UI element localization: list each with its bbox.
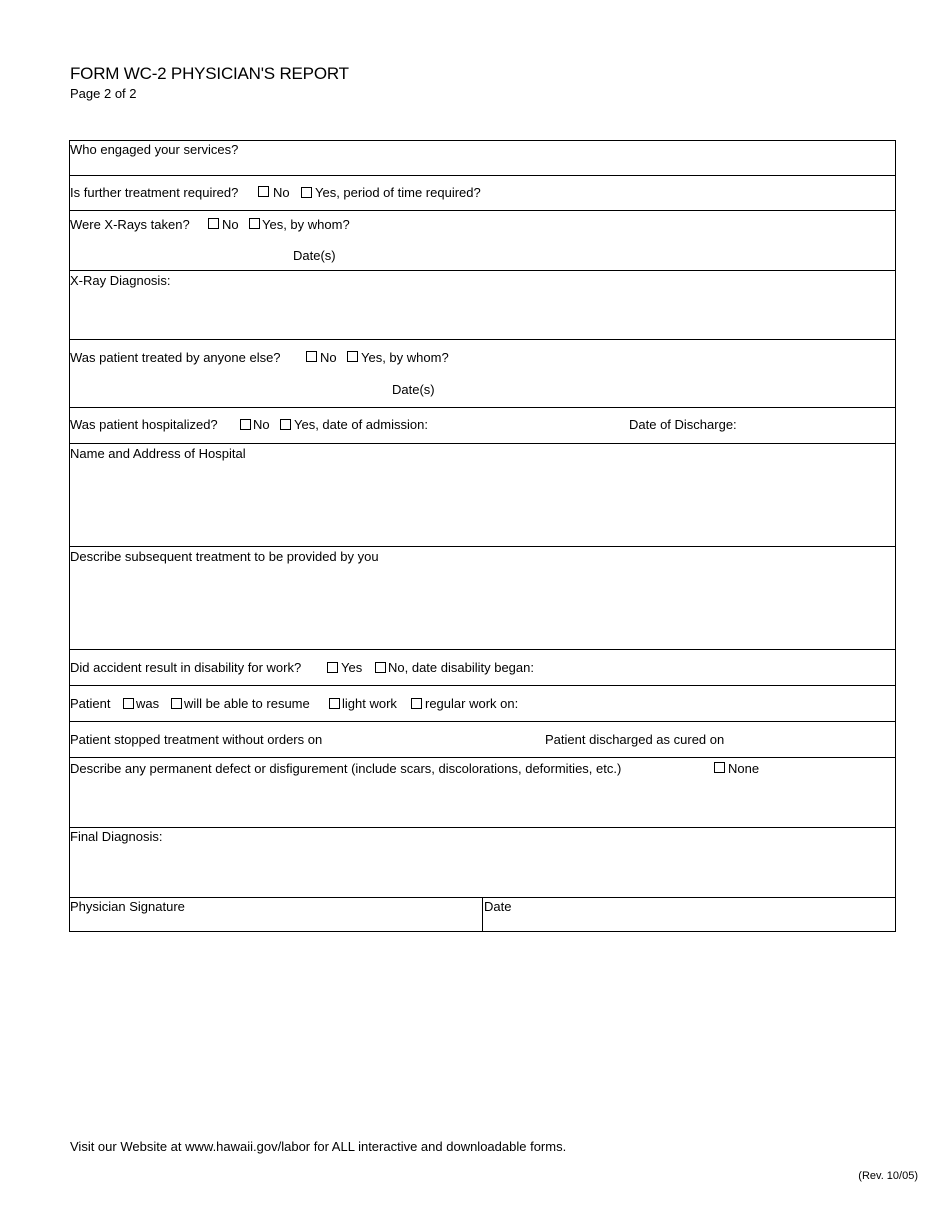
disability-yes-label: Yes <box>341 660 363 675</box>
treated-else-no-label: No <box>320 350 337 365</box>
hospitalized-yes-checkbox[interactable] <box>280 419 291 430</box>
further-treatment-yes-checkbox[interactable] <box>301 187 312 198</box>
resume-label: Patient <box>70 696 111 711</box>
xray-diagnosis-label: X-Ray Diagnosis: <box>70 273 171 288</box>
discharge-date-label: Date of Discharge: <box>629 417 737 432</box>
treated-else-yes-checkbox[interactable] <box>347 351 358 362</box>
xrays-yes-label: Yes, by whom? <box>262 217 350 232</box>
subsequent-treatment-label: Describe subsequent treatment to be provided by you <box>70 549 379 564</box>
xrays-no-label: No <box>222 217 239 232</box>
further-treatment-no-checkbox[interactable] <box>258 186 269 197</box>
light-work-checkbox[interactable] <box>329 698 340 709</box>
xray-diagnosis-row[interactable] <box>70 271 895 340</box>
discharged-cured-label: Patient discharged as cured on <box>545 732 725 747</box>
subsequent-treatment-row[interactable] <box>70 547 895 650</box>
hospitalized-yes-label: Yes, date of admission: <box>294 417 428 432</box>
further-treatment-label: Is further treatment required? <box>70 185 239 200</box>
website-note: Visit our Website at www.hawaii.gov/labor for ALL interactive and downloadable forms. <box>70 1139 567 1154</box>
disability-no-label: No, date disability began: <box>388 660 534 675</box>
signature-row <box>70 898 895 932</box>
xrays-dates-label: Date(s) <box>293 248 336 263</box>
hospitalized-no-label: No <box>253 417 270 432</box>
defect-none-label: None <box>728 761 760 776</box>
treated-else-dates-label: Date(s) <box>392 382 435 397</box>
final-diagnosis-label: Final Diagnosis: <box>70 829 163 844</box>
stopped-treatment-row[interactable] <box>70 722 895 758</box>
xrays-label: Were X-Rays taken? <box>70 217 190 232</box>
engaged-row[interactable] <box>70 141 895 176</box>
final-diagnosis-row[interactable] <box>70 828 895 898</box>
form-title: FORM WC-2 PHYSICIAN'S REPORT <box>70 64 349 83</box>
will-resume-label: will be able to resume <box>184 696 310 711</box>
treated-else-no-checkbox[interactable] <box>306 351 317 362</box>
disability-label: Did accident result in disability for work? <box>70 660 302 675</box>
defect-none-checkbox[interactable] <box>714 762 725 773</box>
further-treatment-yes-label: Yes, period of time required? <box>315 185 481 200</box>
disability-no-checkbox[interactable] <box>375 662 386 673</box>
treated-else-row <box>70 340 895 408</box>
hospital-row[interactable] <box>70 444 895 547</box>
engaged-label: Who engaged your services? <box>70 142 239 157</box>
resume-work-row <box>70 686 895 722</box>
further-treatment-row <box>70 176 895 211</box>
will-resume-checkbox[interactable] <box>171 698 182 709</box>
treated-else-yes-label: Yes, by whom? <box>361 350 449 365</box>
signature-label: Physician Signature <box>70 899 185 914</box>
regular-work-label: regular work on: <box>425 696 519 711</box>
page-number: Page 2 of 2 <box>70 86 137 101</box>
treated-else-label: Was patient treated by anyone else? <box>70 350 281 365</box>
hospitalized-row <box>70 408 895 444</box>
light-work-label: light work <box>342 696 397 711</box>
physician-report-form <box>69 140 896 932</box>
further-treatment-no-label: No <box>273 185 290 200</box>
xrays-yes-checkbox[interactable] <box>249 218 260 229</box>
xrays-no-checkbox[interactable] <box>208 218 219 229</box>
xrays-row <box>70 211 895 271</box>
was-label: was <box>136 696 160 711</box>
was-checkbox[interactable] <box>123 698 134 709</box>
regular-work-checkbox[interactable] <box>411 698 422 709</box>
hospitalized-no-checkbox[interactable] <box>240 419 251 430</box>
hospitalized-label: Was patient hospitalized? <box>70 417 218 432</box>
permanent-defect-label: Describe any permanent defect or disfigurement (include scars, discolorations, deformities, etc.) <box>70 761 622 776</box>
signature-date-label: Date <box>484 899 512 914</box>
permanent-defect-row[interactable] <box>70 758 895 828</box>
revision-note: (Rev. 10/05) <box>858 1170 918 1182</box>
disability-yes-checkbox[interactable] <box>327 662 338 673</box>
stopped-treatment-label: Patient stopped treatment without orders on <box>70 732 323 747</box>
signature-divider <box>482 898 483 931</box>
hospital-label: Name and Address of Hospital <box>70 446 246 461</box>
disability-row <box>70 650 895 686</box>
